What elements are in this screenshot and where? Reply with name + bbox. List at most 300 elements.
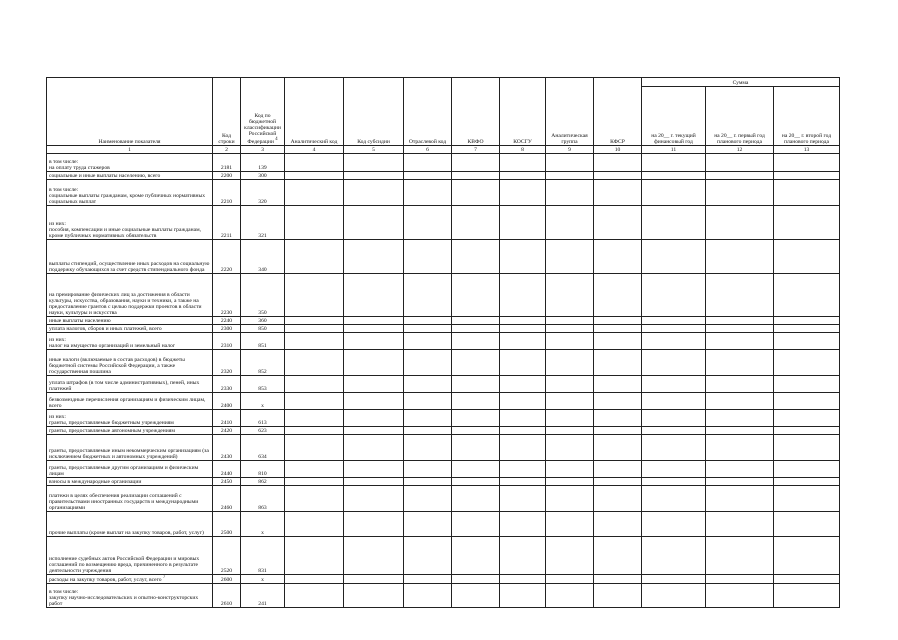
empty-cell[interactable] (500, 350, 546, 376)
empty-cell[interactable] (404, 461, 452, 478)
table-row (47, 410, 840, 427)
row-code: 2220 (213, 240, 241, 274)
empty-cell[interactable] (344, 350, 404, 376)
empty-cell[interactable] (285, 427, 344, 435)
empty-cell[interactable] (706, 350, 774, 376)
empty-cell[interactable] (546, 350, 594, 376)
empty-cell[interactable] (642, 333, 706, 350)
row-budget-code: 350 (241, 274, 285, 317)
empty-cell[interactable] (404, 575, 452, 584)
empty-cell[interactable] (404, 350, 452, 376)
empty-cell[interactable] (774, 583, 840, 607)
empty-cell[interactable] (594, 427, 642, 435)
empty-cell[interactable] (452, 393, 500, 410)
empty-cell[interactable] (344, 154, 404, 172)
row-budget-code: 241 (241, 583, 285, 607)
empty-cell[interactable] (285, 537, 344, 575)
empty-cell[interactable] (452, 478, 500, 486)
row-name: уплата штрафов (в том числе административных), пеней, иных платежей (47, 376, 213, 393)
row-name: исполнение судебных актов Российской Федерации и мировых соглашений по возмещению вреда, причиненного в результате деятельности учреждения (47, 537, 213, 575)
empty-cell[interactable] (706, 325, 774, 333)
row-name: на премирование физических лиц за достижения в области культуры, искусства, образования, науки и техники, а также на предоставление грантов с целью поддержки проектов в области науки, культуры и искусства (47, 274, 213, 317)
column-number: 2 (213, 146, 241, 154)
empty-cell[interactable] (500, 180, 546, 206)
header-sum: Сумма (642, 78, 840, 87)
empty-cell[interactable] (546, 478, 594, 486)
empty-cell[interactable] (452, 180, 500, 206)
empty-cell[interactable] (344, 393, 404, 410)
column-number: 8 (500, 146, 546, 154)
empty-cell[interactable] (285, 435, 344, 461)
empty-cell[interactable] (706, 333, 774, 350)
empty-cell[interactable] (642, 461, 706, 478)
empty-cell[interactable] (344, 206, 404, 240)
row-budget-code: x (241, 512, 285, 537)
empty-cell[interactable] (285, 478, 344, 486)
empty-cell[interactable] (404, 325, 452, 333)
row-budget-code: x (241, 393, 285, 410)
column-number: 4 (285, 146, 344, 154)
column-number: 9 (546, 146, 594, 154)
empty-cell[interactable] (404, 393, 452, 410)
row-code: 2400 (213, 393, 241, 410)
row-code: 2320 (213, 350, 241, 376)
empty-cell[interactable] (404, 435, 452, 461)
column-number: 7 (452, 146, 500, 154)
row-code: 2240 (213, 317, 241, 325)
empty-cell[interactable] (404, 486, 452, 512)
empty-cell[interactable] (774, 376, 840, 393)
empty-cell[interactable] (546, 512, 594, 537)
empty-cell[interactable] (404, 478, 452, 486)
table-row (47, 172, 840, 180)
empty-cell[interactable] (774, 274, 840, 317)
row-name: расходы на закупку товаров, работ, услуг, всего $^7$ (47, 575, 213, 584)
empty-cell[interactable] (774, 486, 840, 512)
empty-cell[interactable] (774, 317, 840, 325)
empty-cell[interactable] (546, 575, 594, 584)
empty-cell[interactable] (285, 393, 344, 410)
empty-cell[interactable] (706, 274, 774, 317)
empty-cell[interactable] (500, 172, 546, 180)
empty-cell[interactable] (344, 427, 404, 435)
empty-cell[interactable] (774, 427, 840, 435)
empty-cell[interactable] (706, 410, 774, 427)
empty-cell[interactable] (706, 154, 774, 172)
empty-cell[interactable] (285, 461, 344, 478)
empty-cell[interactable] (774, 512, 840, 537)
row-code: 2600 (213, 575, 241, 584)
empty-cell[interactable] (500, 317, 546, 325)
empty-cell[interactable] (546, 537, 594, 575)
empty-cell[interactable] (706, 180, 774, 206)
row-code: 2610 (213, 583, 241, 607)
table-row (47, 376, 840, 393)
empty-cell[interactable] (452, 333, 500, 350)
empty-cell[interactable] (642, 274, 706, 317)
empty-cell[interactable] (285, 486, 344, 512)
empty-cell[interactable] (404, 583, 452, 607)
row-budget-code: 853 (241, 376, 285, 393)
empty-cell[interactable] (452, 172, 500, 180)
row-name: из них: гранты, предоставляемые бюджетным учреждениям (47, 410, 213, 427)
empty-cell[interactable] (642, 512, 706, 537)
row-code: 2520 (213, 537, 241, 575)
row-name: взносы в международные организации (47, 478, 213, 486)
empty-cell[interactable] (404, 274, 452, 317)
empty-cell[interactable] (404, 410, 452, 427)
empty-cell[interactable] (285, 172, 344, 180)
empty-cell[interactable] (546, 461, 594, 478)
empty-cell[interactable] (344, 180, 404, 206)
empty-cell[interactable] (774, 240, 840, 274)
empty-cell[interactable] (642, 206, 706, 240)
row-code: 2460 (213, 486, 241, 512)
empty-cell[interactable] (500, 575, 546, 584)
header-year-plan-1: на 20__ г. первый год планового периода (706, 87, 774, 146)
empty-cell[interactable] (706, 461, 774, 478)
empty-cell[interactable] (500, 537, 546, 575)
empty-cell[interactable] (404, 333, 452, 350)
row-budget-code: 321 (241, 206, 285, 240)
empty-cell[interactable] (594, 486, 642, 512)
empty-cell[interactable] (404, 180, 452, 206)
row-code: 2420 (213, 427, 241, 435)
empty-cell[interactable] (594, 478, 642, 486)
empty-cell[interactable] (452, 512, 500, 537)
row-name: иные выплаты населению (47, 317, 213, 325)
row-code: 2181 (213, 154, 241, 172)
empty-cell[interactable] (706, 172, 774, 180)
empty-cell[interactable] (452, 427, 500, 435)
empty-cell[interactable] (404, 206, 452, 240)
empty-cell[interactable] (500, 583, 546, 607)
header-budget-code-note: 4 (275, 137, 278, 143)
empty-cell[interactable] (500, 376, 546, 393)
empty-cell[interactable] (344, 478, 404, 486)
empty-cell[interactable] (774, 393, 840, 410)
empty-cell[interactable] (404, 512, 452, 537)
empty-cell[interactable] (285, 333, 344, 350)
empty-cell[interactable] (404, 154, 452, 172)
empty-cell[interactable] (642, 486, 706, 512)
header-year-current: на 20__ г. текущий финансовый год (642, 87, 706, 146)
empty-cell[interactable] (594, 393, 642, 410)
empty-cell[interactable] (594, 206, 642, 240)
empty-cell[interactable] (594, 376, 642, 393)
empty-cell[interactable] (594, 154, 642, 172)
empty-cell[interactable] (706, 478, 774, 486)
empty-cell[interactable] (344, 537, 404, 575)
row-budget-code: 863 (241, 486, 285, 512)
empty-cell[interactable] (594, 583, 642, 607)
empty-cell[interactable] (344, 172, 404, 180)
empty-cell[interactable] (774, 206, 840, 240)
empty-cell[interactable] (500, 410, 546, 427)
empty-cell[interactable] (500, 274, 546, 317)
empty-cell[interactable] (594, 240, 642, 274)
empty-cell[interactable] (285, 575, 344, 584)
empty-cell[interactable] (642, 172, 706, 180)
empty-cell[interactable] (642, 317, 706, 325)
empty-cell[interactable] (774, 435, 840, 461)
empty-cell[interactable] (642, 478, 706, 486)
empty-cell[interactable] (774, 172, 840, 180)
table-row (47, 325, 840, 333)
empty-cell[interactable] (594, 461, 642, 478)
header-sector-code: Отраслевой код (404, 78, 452, 146)
empty-cell[interactable] (774, 575, 840, 584)
empty-cell[interactable] (594, 350, 642, 376)
empty-cell[interactable] (452, 325, 500, 333)
empty-cell[interactable] (344, 575, 404, 584)
empty-cell[interactable] (452, 376, 500, 393)
column-number: 10 (594, 146, 642, 154)
empty-cell[interactable] (404, 537, 452, 575)
empty-cell[interactable] (546, 180, 594, 206)
empty-cell[interactable] (594, 435, 642, 461)
empty-cell[interactable] (452, 583, 500, 607)
empty-cell[interactable] (452, 317, 500, 325)
empty-cell[interactable] (344, 317, 404, 325)
row-code: 2330 (213, 376, 241, 393)
empty-cell[interactable] (452, 410, 500, 427)
empty-cell[interactable] (404, 172, 452, 180)
column-number: 11 (642, 146, 706, 154)
empty-cell[interactable] (500, 393, 546, 410)
row-budget-code: 862 (241, 478, 285, 486)
empty-cell[interactable] (285, 317, 344, 325)
row-budget-code: 320 (241, 180, 285, 206)
row-name: в том числе: социальные выплаты гражданам, кроме публичных нормативных социальных выплат (47, 180, 213, 206)
header-analytic-group: Аналитическая группа (546, 78, 594, 146)
empty-cell[interactable] (404, 240, 452, 274)
empty-cell[interactable] (500, 435, 546, 461)
empty-cell[interactable] (774, 410, 840, 427)
empty-cell[interactable] (706, 537, 774, 575)
empty-cell[interactable] (642, 154, 706, 172)
empty-cell[interactable] (546, 325, 594, 333)
header-kvfo: КВФО (452, 78, 500, 146)
header-name: Наименование показателя (47, 78, 213, 146)
row-name: социальные и иные выплаты населению, всего (47, 172, 213, 180)
empty-cell[interactable] (285, 274, 344, 317)
empty-cell[interactable] (500, 461, 546, 478)
header-year-plan-2: на 20__ г. второй год планового периода (774, 87, 840, 146)
empty-cell[interactable] (546, 333, 594, 350)
empty-cell[interactable] (546, 317, 594, 325)
empty-cell[interactable] (594, 537, 642, 575)
empty-cell[interactable] (452, 274, 500, 317)
empty-cell[interactable] (500, 478, 546, 486)
empty-cell[interactable] (774, 461, 840, 478)
empty-cell[interactable] (452, 537, 500, 575)
empty-cell[interactable] (344, 325, 404, 333)
empty-cell[interactable] (500, 333, 546, 350)
header-kosgu: КОСГУ (500, 78, 546, 146)
empty-cell[interactable] (594, 180, 642, 206)
header-analytic-code: Аналитический код (285, 78, 344, 146)
empty-cell[interactable] (546, 172, 594, 180)
empty-cell[interactable] (774, 325, 840, 333)
empty-cell[interactable] (500, 154, 546, 172)
empty-cell[interactable] (642, 575, 706, 584)
row-budget-code: 300 (241, 172, 285, 180)
empty-cell[interactable] (774, 154, 840, 172)
row-code: 2300 (213, 325, 241, 333)
empty-cell[interactable] (404, 376, 452, 393)
row-budget-code: 851 (241, 333, 285, 350)
empty-cell[interactable] (452, 461, 500, 478)
row-code: 2210 (213, 180, 241, 206)
empty-cell[interactable] (594, 274, 642, 317)
empty-cell[interactable] (285, 583, 344, 607)
empty-cell[interactable] (642, 427, 706, 435)
empty-cell[interactable] (452, 435, 500, 461)
empty-cell[interactable] (642, 583, 706, 607)
empty-cell[interactable] (452, 575, 500, 584)
empty-cell[interactable] (344, 486, 404, 512)
empty-cell[interactable] (642, 325, 706, 333)
empty-cell[interactable] (285, 350, 344, 376)
row-code: 2500 (213, 512, 241, 537)
empty-cell[interactable] (344, 583, 404, 607)
empty-cell[interactable] (706, 206, 774, 240)
empty-cell[interactable] (404, 317, 452, 325)
column-number-row (47, 146, 840, 154)
empty-cell[interactable] (642, 376, 706, 393)
empty-cell[interactable] (642, 350, 706, 376)
empty-cell[interactable] (500, 325, 546, 333)
empty-cell[interactable] (706, 240, 774, 274)
empty-cell[interactable] (344, 333, 404, 350)
table-row (47, 154, 840, 172)
empty-cell[interactable] (706, 583, 774, 607)
empty-cell[interactable] (285, 240, 344, 274)
row-name: в том числе: на оплату труда стажеров (47, 154, 213, 172)
empty-cell[interactable] (594, 325, 642, 333)
empty-cell[interactable] (500, 240, 546, 274)
row-name: в том числе: закупку научно-исследовательских и опытно-конструкторских работ (47, 583, 213, 607)
empty-cell[interactable] (344, 274, 404, 317)
empty-cell[interactable] (774, 333, 840, 350)
empty-cell[interactable] (594, 410, 642, 427)
empty-cell[interactable] (285, 325, 344, 333)
empty-cell[interactable] (706, 575, 774, 584)
empty-cell[interactable] (546, 427, 594, 435)
plan-table (46, 77, 840, 608)
empty-cell[interactable] (706, 376, 774, 393)
row-name: прочие выплаты (кроме выплат на закупку товаров, работ, услуг) (47, 512, 213, 537)
empty-cell[interactable] (285, 512, 344, 537)
empty-cell[interactable] (642, 180, 706, 206)
header-budget-code: Код по бюджетной классификации Российской Федерации $^4$ (241, 78, 285, 146)
table-row (47, 240, 840, 274)
empty-cell[interactable] (774, 537, 840, 575)
empty-cell[interactable] (546, 435, 594, 461)
empty-cell[interactable] (344, 376, 404, 393)
empty-cell[interactable] (642, 393, 706, 410)
empty-cell[interactable] (642, 435, 706, 461)
empty-cell[interactable] (452, 350, 500, 376)
table-row (47, 537, 840, 575)
empty-cell[interactable] (344, 240, 404, 274)
empty-cell[interactable] (546, 154, 594, 172)
empty-cell[interactable] (500, 427, 546, 435)
table-row (47, 274, 840, 317)
empty-cell[interactable] (774, 478, 840, 486)
empty-cell[interactable] (546, 410, 594, 427)
empty-cell[interactable] (546, 240, 594, 274)
empty-cell[interactable] (642, 240, 706, 274)
table-row (47, 180, 840, 206)
empty-cell[interactable] (452, 154, 500, 172)
empty-cell[interactable] (642, 537, 706, 575)
table-row (47, 583, 840, 607)
table-row (47, 393, 840, 410)
empty-cell[interactable] (285, 154, 344, 172)
empty-cell[interactable] (452, 240, 500, 274)
empty-cell[interactable] (546, 486, 594, 512)
empty-cell[interactable] (774, 350, 840, 376)
row-name: выплаты стипендий, осуществление иных расходов на социальную поддержку обучающихся за счет средств стипендиального фонда (47, 240, 213, 274)
row-code: 2450 (213, 478, 241, 486)
empty-cell[interactable] (706, 317, 774, 325)
row-budget-code: 634 (241, 435, 285, 461)
empty-cell[interactable] (642, 410, 706, 427)
empty-cell[interactable] (546, 393, 594, 410)
row-budget-code: 831 (241, 537, 285, 575)
empty-cell[interactable] (344, 512, 404, 537)
empty-cell[interactable] (500, 486, 546, 512)
empty-cell[interactable] (546, 376, 594, 393)
empty-cell[interactable] (706, 512, 774, 537)
empty-cell[interactable] (285, 410, 344, 427)
empty-cell[interactable] (594, 512, 642, 537)
empty-cell[interactable] (706, 393, 774, 410)
empty-cell[interactable] (344, 410, 404, 427)
row-code: 2200 (213, 172, 241, 180)
empty-cell[interactable] (452, 206, 500, 240)
empty-cell[interactable] (594, 333, 642, 350)
empty-cell[interactable] (500, 206, 546, 240)
empty-cell[interactable] (344, 435, 404, 461)
row-budget-code: 360 (241, 317, 285, 325)
empty-cell[interactable] (546, 274, 594, 317)
empty-cell[interactable] (546, 583, 594, 607)
empty-cell[interactable] (285, 376, 344, 393)
empty-cell[interactable] (594, 317, 642, 325)
empty-cell[interactable] (706, 427, 774, 435)
row-code: 2410 (213, 410, 241, 427)
empty-cell[interactable] (774, 180, 840, 206)
header-subsidy-code: Код субсидии (344, 78, 404, 146)
empty-cell[interactable] (706, 435, 774, 461)
empty-cell[interactable] (500, 512, 546, 537)
empty-cell[interactable] (594, 575, 642, 584)
table-row (47, 512, 840, 537)
empty-cell[interactable] (404, 427, 452, 435)
empty-cell[interactable] (546, 206, 594, 240)
empty-cell[interactable] (452, 486, 500, 512)
empty-cell[interactable] (706, 486, 774, 512)
empty-cell[interactable] (594, 172, 642, 180)
table-row (47, 333, 840, 350)
empty-cell[interactable] (285, 206, 344, 240)
empty-cell[interactable] (285, 180, 344, 206)
column-number: 1 (47, 146, 213, 154)
empty-cell[interactable] (344, 461, 404, 478)
